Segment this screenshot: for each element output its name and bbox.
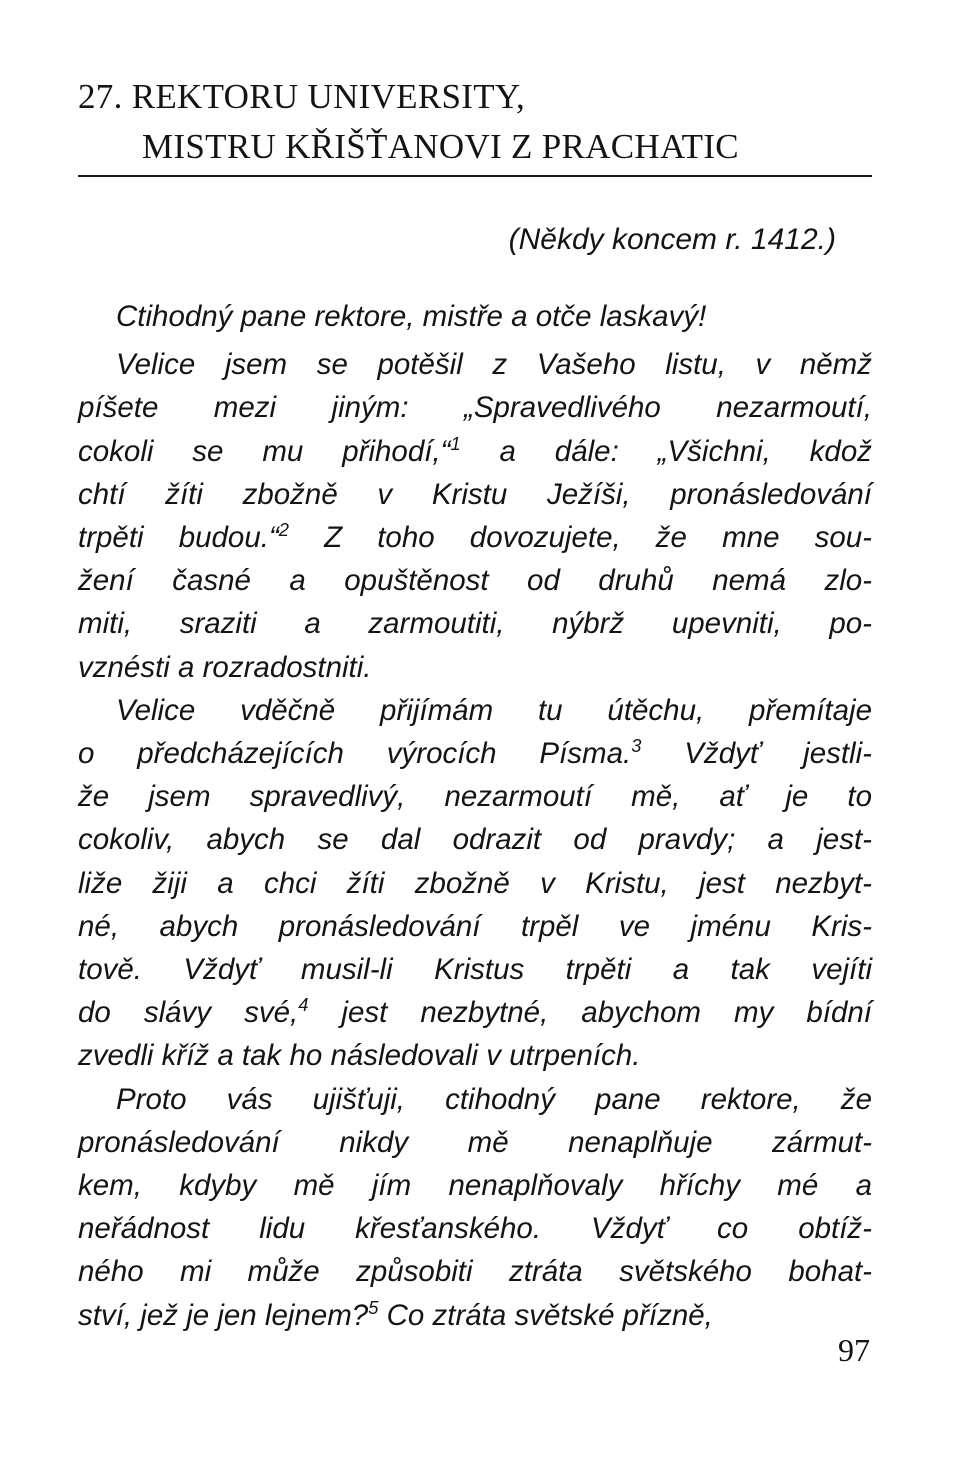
page-number: 97 [838,1332,870,1368]
text-line [78,818,872,861]
heading-divider [78,175,872,177]
footnote-marker: 5 [368,1296,379,1318]
text-segment: cokoliv, abych se dal odrazit od pravdy; a jest- [78,823,872,857]
text-line [78,1034,872,1077]
text-segment: Co ztráta světské přízně, [378,1298,713,1332]
footnote-marker: 2 [278,519,289,541]
text-line [78,905,872,948]
text-segment: Vždyť jestli- [641,737,872,771]
footnote-marker: 4 [298,994,309,1016]
text-segment: ného mi může způsobiti ztráta světského bohat- [78,1255,872,1289]
salutation: Ctihodný pane rektore, mistře a otče laskavý! [116,300,707,333]
text-line [78,559,872,602]
text-segment: Proto vás ujišťuji, ctihodný pane rektore, že [116,1082,872,1116]
text-line [78,1164,872,1207]
text-segment: zvedli kříž a tak ho následovali v utrpeních. [78,1039,641,1073]
text-line [78,516,872,559]
text-segment: Velice vděčně přijímám tu útěchu, přemítaje [116,693,872,727]
text-line [78,1078,872,1121]
text-segment: tově. Vždyť musil-li Kristus trpěti a tak vejíti [78,953,872,987]
text-segment: Velice jsem se potěšil z Vašeho listu, v němž [116,348,872,382]
paragraph [78,1078,872,1337]
text-segment: a dále: „Všichni, kdož [460,434,872,468]
footnote-marker: 1 [450,432,461,454]
text-line [78,1121,872,1164]
text-segment: že jsem spravedlivý, nezarmoutí mě, ať je to [78,780,872,814]
text-line [78,1207,872,1250]
text-line [78,991,872,1034]
text-line [78,430,872,473]
text-line [78,775,872,818]
text-line [78,386,872,429]
text-segment: píšete mezi jiným: „Spravedlivého nezarmoutí, [78,391,872,425]
text-segment: kem, kdyby mě jím nenaplňovaly hříchy mé a [78,1169,872,1203]
paragraph [78,343,872,689]
text-segment: žení časné a opuštěnost od druhů nemá zlo- [78,564,872,598]
chapter-heading-line-2: MISTRU KŘIŠŤANOVI Z PRACHATIC [142,127,739,166]
text-line [78,646,872,689]
text-segment: miti, sraziti a zarmoutiti, nýbrž upevniti, po- [78,607,872,641]
text-segment: jest nezbytné, abychom my bídní [308,996,872,1030]
text-line [78,948,872,991]
paragraph [78,689,872,1078]
dateline: (Někdy koncem r. 1412.) [508,223,836,256]
text-segment: Z toho dovozujete, že mne sou- [288,521,872,555]
text-segment: liže žiji a chci žíti zbožně v Kristu, jest nezbyt- [78,866,872,900]
text-line [78,473,872,516]
text-segment: chtí žíti zbožně v Kristu Ježíši, pronásledování [78,477,872,511]
text-line [78,1294,872,1337]
text-segment: do slávy své, [78,996,299,1030]
text-line [78,602,872,645]
text-segment: cokoli se mu přihodí,“ [78,434,451,468]
chapter-heading [78,72,739,172]
letter-body [78,295,872,1337]
text-line [78,689,872,732]
text-segment: o předcházejících výrocích Písma. [78,737,632,771]
text-segment: pronásledování nikdy mě nenaplňuje zármut- [78,1125,872,1159]
text-segment: ství, jež je jen lejnem? [78,1298,369,1332]
text-segment: né, abych pronásledování trpěl ve jménu Kris- [78,909,872,943]
text-line [78,1250,872,1293]
text-line [78,862,872,905]
chapter-heading-line-1: 27. REKTORU UNIVERSITY, [78,77,526,116]
text-line [78,732,872,775]
footnote-marker: 3 [631,735,642,757]
text-segment: vznésti a rozradostniti. [78,650,372,684]
text-segment: neřádnost lidu křesťanského. Vždyť co obtíž- [78,1212,872,1246]
text-line [78,343,872,386]
paragraphs [78,343,872,1337]
text-segment: trpěti budou.“ [78,521,279,555]
